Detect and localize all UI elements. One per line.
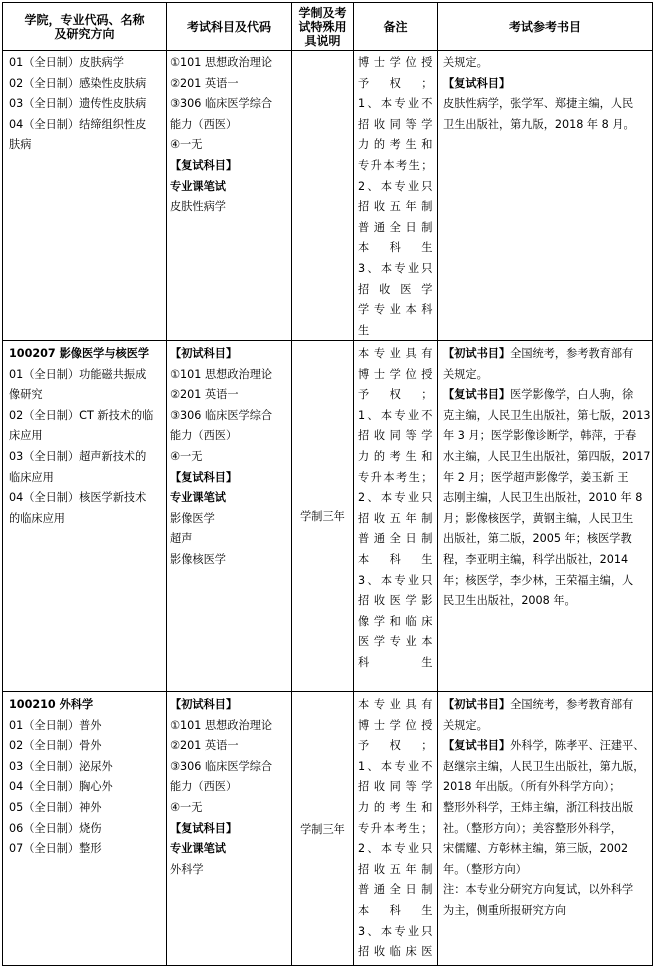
- row2-exam-subjects: [170, 344, 290, 571]
- text-line: 招收五年制: [358, 511, 433, 525]
- column-divider: [353, 3, 354, 965]
- text-line: 100207 影像医学与核医学: [9, 347, 150, 360]
- text-line: 予权；: [358, 388, 433, 402]
- header-remarks: 备注: [383, 19, 408, 34]
- text-line: 克主编，人民卫生出版社，第七版，2013: [443, 408, 651, 422]
- text-line: 04（全日制）核医学新技术: [9, 491, 147, 505]
- text-line: 专业课笔试: [170, 491, 226, 505]
- text-line: 年。（整形方向）: [443, 862, 527, 876]
- text-line: 100210 外科学: [9, 698, 94, 711]
- text-line: ④一无: [170, 800, 203, 814]
- text-line: 民卫生出版社，2008 年。: [443, 594, 576, 608]
- text-line: ①101 思想政治理论: [170, 56, 273, 69]
- text-line: 3、本专业只: [358, 261, 433, 275]
- text-line: 专业课笔试: [170, 179, 226, 193]
- text-line: 年；核医学，李少林，王荣福主编，人: [443, 573, 634, 587]
- text-line: 月；影像核医学，黄钢主编，人民卫生: [443, 511, 634, 525]
- text-line: 招收五年制: [358, 200, 433, 214]
- text-line: 注：本专业分研究方向复试，以外科学: [443, 883, 634, 897]
- text-line: 生: [358, 323, 370, 337]
- text-line: 3、本专业只: [358, 924, 433, 938]
- text-line: ②201 英语一: [170, 388, 239, 402]
- text-line: 【复试科目】: [170, 821, 238, 835]
- text-line: 【复试书目】医学影像学，白人驹，徐: [443, 388, 634, 402]
- row2-reference-books: [443, 344, 652, 612]
- text-line: 本专业具有: [358, 347, 433, 360]
- text-line: 超声: [170, 532, 193, 546]
- text-line: 04（全日制）胸心外: [9, 780, 113, 794]
- text-line: 学专业本科: [358, 303, 433, 317]
- text-line: 力的考生和: [358, 800, 433, 814]
- text-line: 05（全日制）神外: [9, 800, 102, 814]
- text-line: 像研究: [9, 388, 43, 402]
- text-line: 招收同等学: [358, 429, 433, 443]
- text-line: 予权；: [358, 739, 433, 753]
- text-line: 肤病: [9, 138, 32, 152]
- text-line: 能力（西医）: [170, 780, 238, 794]
- text-line: ④一无: [170, 449, 203, 463]
- text-line: 02（全日制）感染性皮肤病: [9, 76, 147, 90]
- text-line: 赵继宗主编，人民卫生出版社，第九版，: [443, 759, 645, 773]
- text-line: 整形外科学，王炜主编，浙江科技出版: [443, 800, 634, 814]
- text-line: 普通全日制: [358, 220, 433, 234]
- text-line: 博士学位授: [358, 367, 433, 381]
- text-line: 力的考生和: [358, 138, 433, 152]
- row1-reference-books: [443, 53, 652, 135]
- text-line: 社。（整形方向）；美容整形外科学，: [443, 821, 622, 835]
- text-line: 关规定。: [443, 718, 488, 732]
- header-reference-books: 考试参考书目: [508, 19, 581, 34]
- text-line: ③306 临床医学综合: [170, 759, 273, 773]
- text-line: ③306 临床医学综合: [170, 408, 273, 422]
- text-line: 博士学位授: [358, 718, 433, 732]
- text-line: 本科生: [358, 903, 433, 917]
- row1-remarks: [358, 53, 433, 341]
- text-line: 皮肤性病学: [170, 200, 226, 214]
- text-line: 2018 年出版。（所有外科学方向）；: [443, 780, 621, 794]
- row3-remarks: [358, 695, 433, 963]
- text-line: 招收临床医: [358, 945, 433, 959]
- text-line: 皮肤性病学，张学军、郑捷主编，人民: [443, 97, 634, 111]
- row-divider: [3, 50, 652, 51]
- text-line: 招收医学: [358, 282, 433, 296]
- text-line: 01（全日制）普外: [9, 718, 102, 732]
- text-line: ②201 英语一: [170, 739, 239, 753]
- text-line: 【初试书目】全国统考，参考教育部有: [443, 698, 634, 711]
- text-line: 03（全日制）泌尿外: [9, 759, 113, 773]
- text-line: ④一无: [170, 138, 203, 152]
- row3-majors: [9, 695, 164, 860]
- text-line: 博士学位授: [358, 56, 433, 69]
- text-line: 予权；: [358, 76, 433, 90]
- text-line: 水主编，人民卫生出版社，第四版，2017: [443, 449, 651, 463]
- text-line: 【初试书目】全国统考，参考教育部有: [443, 347, 634, 360]
- text-line: 1、本专业不: [358, 759, 433, 773]
- text-line: 临床应用: [9, 470, 54, 484]
- text-line: 年 3 月；医学影像诊断学，韩萍，于春: [443, 429, 637, 443]
- text-line: 01（全日制）功能磁共振成: [9, 367, 147, 381]
- text-line: 本科生: [358, 241, 433, 255]
- text-line: 普通全日制: [358, 532, 433, 546]
- text-line: 本科生: [358, 552, 433, 566]
- text-line: 专升本考生；: [358, 821, 433, 835]
- text-line: 科生: [358, 655, 433, 669]
- text-line: 卫生出版社，第九版，2018 年 8 月。: [443, 117, 635, 131]
- column-divider: [166, 3, 167, 965]
- row1-exam-subjects: [170, 53, 290, 218]
- text-line: 床应用: [9, 429, 43, 443]
- text-line: 力的考生和: [358, 449, 433, 463]
- text-line: 关规定。: [443, 367, 488, 381]
- text-line: 专升本考生；: [358, 470, 433, 484]
- text-line: 2、本专业只: [358, 491, 433, 505]
- text-line: 1、本专业不: [358, 408, 433, 422]
- text-line: 像学和临床: [358, 614, 433, 628]
- text-line: 为主，侧重所报研究方向: [443, 903, 567, 917]
- text-line: ①101 思想政治理论: [170, 718, 273, 732]
- text-line: 普通全日制: [358, 883, 433, 897]
- text-line: 【初试科目】: [170, 347, 238, 360]
- text-line: 03（全日制）超声新技术的: [9, 449, 147, 463]
- header-college-major: 学院，专业代码、名称及研究方向: [24, 12, 145, 41]
- text-line: 本专业具有: [358, 698, 433, 711]
- text-line: 3、本专业只: [358, 573, 433, 587]
- text-line: 能力（西医）: [170, 429, 238, 443]
- header-study-length: 学制及考试特殊用具说明: [298, 5, 347, 48]
- text-line: 影像医学: [170, 511, 215, 525]
- text-line: 2、本专业只: [358, 179, 433, 193]
- text-line: ②201 英语一: [170, 76, 239, 90]
- text-line: 外科学: [170, 862, 204, 876]
- admission-table: [2, 2, 653, 966]
- text-line: 宋儒耀、方彰林主编，第三版，2002: [443, 842, 629, 856]
- text-line: 影像核医学: [170, 552, 226, 566]
- text-line: 招收同等学: [358, 117, 433, 131]
- text-line: 【复试科目】: [443, 76, 511, 90]
- row3-reference-books: [443, 695, 652, 922]
- text-line: 01（全日制）皮肤病学: [9, 56, 124, 69]
- text-line: 医学专业本: [358, 635, 433, 649]
- text-line: 06（全日制）烧伤: [9, 821, 102, 835]
- text-line: 【复试书目】外科学，陈孝平、汪建平、: [443, 739, 645, 753]
- text-line: 程，李亚明主编，科学出版社，2014: [443, 552, 629, 566]
- row2-study-length: 学制三年: [300, 509, 345, 523]
- text-line: 03（全日制）遗传性皮肤病: [9, 97, 147, 111]
- text-line: 能力（西医）: [170, 117, 238, 131]
- column-divider: [437, 3, 438, 965]
- row1-majors: [9, 53, 164, 156]
- text-line: 专升本考生；: [358, 158, 433, 172]
- text-line: ③306 临床医学综合: [170, 97, 273, 111]
- header-exam-subjects: 考试科目及代码: [186, 19, 271, 34]
- text-line: 招收医学影: [358, 594, 433, 608]
- text-line: 出版社，第二版，2005 年；核医学教: [443, 532, 632, 546]
- text-line: 02（全日制）骨外: [9, 739, 102, 753]
- text-line: 07（全日制）整形: [9, 842, 102, 856]
- text-line: 的临床应用: [9, 511, 65, 525]
- text-line: 志刚主编，人民卫生出版社，2010 年 8: [443, 491, 643, 505]
- row2-remarks: [358, 344, 433, 674]
- text-line: 2、本专业只: [358, 842, 433, 856]
- text-line: 1、本专业不: [358, 97, 433, 111]
- text-line: 专业课笔试: [170, 842, 226, 856]
- text-line: 【初试科目】: [170, 698, 238, 711]
- text-line: 招收五年制: [358, 862, 433, 876]
- row3-study-length: 学制三年: [300, 823, 345, 836]
- text-line: 年 2 月；医学超声影像学，姜玉新 王: [443, 470, 629, 484]
- text-line: 02（全日制）CT 新技术的临: [9, 408, 154, 422]
- text-line: 04（全日制）结缔组织性皮: [9, 117, 147, 131]
- text-line: ①101 思想政治理论: [170, 367, 273, 381]
- text-line: 关规定。: [443, 56, 488, 69]
- row2-majors: [9, 344, 164, 529]
- row3-exam-subjects: [170, 695, 290, 880]
- text-line: 招收同等学: [358, 780, 433, 794]
- text-line: 【复试科目】: [170, 158, 238, 172]
- text-line: 【复试科目】: [170, 470, 238, 484]
